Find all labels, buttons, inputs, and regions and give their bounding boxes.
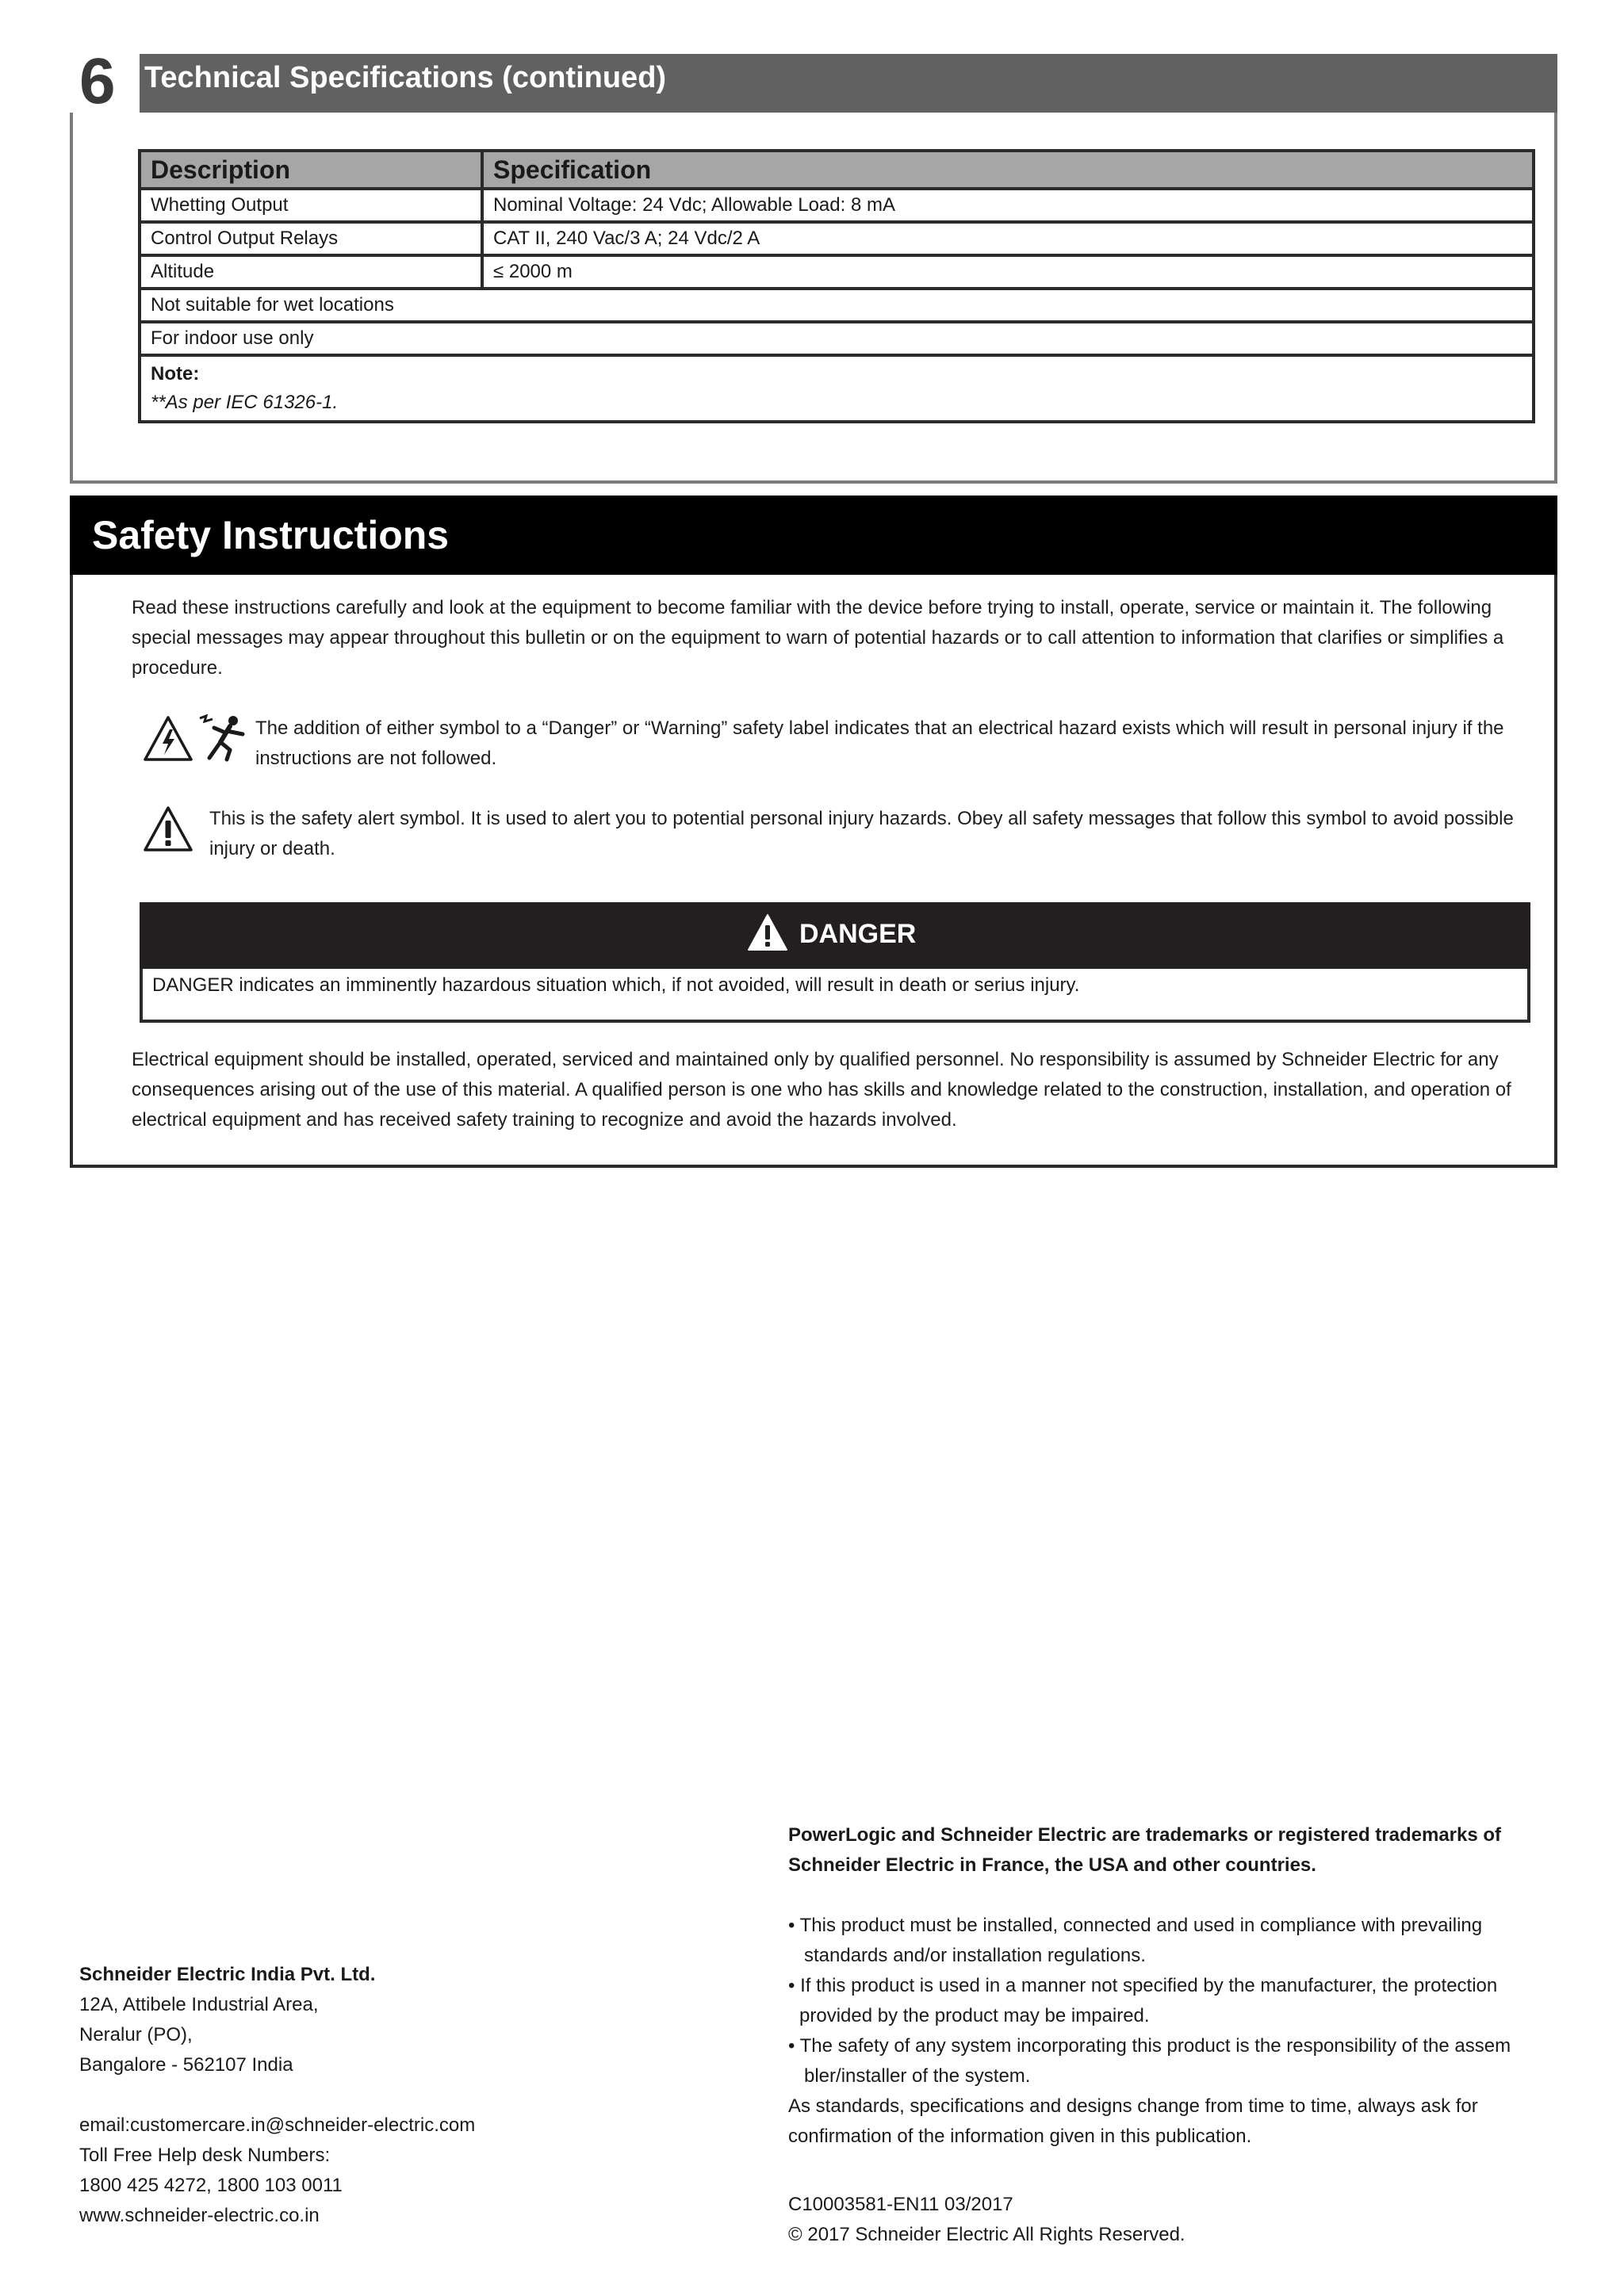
- trademark-line: PowerLogic and Schneider Electric are trademarks or registered trademarks of: [788, 1824, 1502, 1846]
- electrical-hazard-icon: [143, 715, 193, 763]
- email-text: email:customercare.in@schneider-electric.com: [79, 2114, 476, 2136]
- table-cell: ≤ 2000 m: [482, 255, 1534, 289]
- section-title: Technical Specifications (continued): [140, 54, 1557, 113]
- company-address: [79, 1960, 761, 2231]
- table-cell-full: For indoor use only: [140, 322, 1534, 355]
- bullet-continuation: provided by the product may be impaired.: [799, 2005, 1150, 2026]
- legal-notice: [788, 1820, 1549, 2250]
- section-number: 6: [79, 45, 116, 117]
- address-line: Neralur (PO),: [79, 2024, 193, 2045]
- table-cell: Nominal Voltage: 24 Vdc; Allowable Load: 8 mA: [482, 189, 1534, 222]
- electrical-hazard-text: The addition of either symbol to a “Danger” or “Warning” safety label indicates that an electrical hazard exists which will result in personal injury if the instructions are not followed.: [255, 718, 1504, 769]
- column-header-description: Description: [140, 151, 482, 189]
- qualified-personnel-text: Electrical equipment should be installed, operated, serviced and maintained only by qualified personnel. No responsibility is assumed by Schneider Electric for any consequences arising out of the use of this material. A qualified person is one who has skills and knowledge related to the construction, installation, and operation of electrical equipment and has received safety training to recognize and avoid the hazards involved.: [132, 1049, 1511, 1131]
- table-row: [140, 322, 1534, 355]
- helpdesk-numbers: 1800 425 4272, 1800 103 0011: [79, 2175, 343, 2196]
- standards-line: As standards, specifications and designs change from time to time, always ask for: [788, 2095, 1478, 2117]
- standards-line: confirmation of the information given in this publication.: [788, 2126, 1252, 2147]
- website-text: www.schneider-electric.co.in: [79, 2205, 320, 2226]
- table-note-row: [140, 355, 1534, 422]
- helpdesk-label: Toll Free Help desk Numbers:: [79, 2145, 331, 2166]
- table-row: [140, 189, 1534, 222]
- table-cell: Control Output Relays: [140, 222, 482, 255]
- table-row: [140, 222, 1534, 255]
- table-row: [140, 289, 1534, 322]
- safety-alert-icon: [143, 806, 193, 853]
- document-code: C10003581-EN11 03/2017: [788, 2194, 1013, 2215]
- address-line: 12A, Attibele Industrial Area,: [79, 1994, 319, 2015]
- safety-intro: Read these instructions carefully and look at the equipment to become familiar with the device before trying to install, operate, service or maintain it. The following special messages may appear throughout this bulletin or on the equipment to warn of potential hazards or to call attention to information that clarifies or simplifies a procedure.: [132, 597, 1504, 679]
- bullet-continuation: bler/installer of the system.: [804, 2065, 1031, 2087]
- column-header-specification: Specification: [482, 151, 1534, 189]
- bullet-line: • This product must be installed, connected and used in compliance with prevailing: [788, 1915, 1483, 1936]
- bullet-continuation: standards and/or installation regulations.: [804, 1945, 1146, 1966]
- safety-alert-text: This is the safety alert symbol. It is used to alert you to potential personal injury hazards. Obey all safety messages that follow this symbol to avoid possible injury or death.: [209, 808, 1514, 859]
- company-name: Schneider Electric India Pvt. Ltd.: [79, 1964, 376, 1985]
- note-title: Note:: [151, 363, 200, 385]
- table-header-row: [140, 151, 1534, 189]
- warning-triangle-icon: [747, 913, 788, 951]
- bullet-line: • The safety of any system incorporating this product is the responsibility of the assem: [788, 2035, 1511, 2057]
- note-text: **As per IEC 61326-1.: [151, 392, 339, 413]
- spec-table: [138, 149, 1535, 423]
- table-cell: Whetting Output: [140, 189, 482, 222]
- copyright-text: © 2017 Schneider Electric All Rights Reserved.: [788, 2224, 1185, 2245]
- danger-text: DANGER indicates an imminently hazardous situation which, if not avoided, will result in death or serius injury.: [152, 974, 1080, 996]
- trademark-line: Schneider Electric in France, the USA and other countries.: [788, 1854, 1316, 1876]
- table-cell-full: Not suitable for wet locations: [140, 289, 1534, 322]
- table-note-cell: [140, 355, 1534, 422]
- electric-shock-icon: [198, 714, 251, 763]
- table-row: [140, 255, 1534, 289]
- safety-title: Safety Instructions: [70, 496, 1557, 575]
- table-cell: CAT II, 240 Vac/3 A; 24 Vdc/2 A: [482, 222, 1534, 255]
- table-cell: Altitude: [140, 255, 482, 289]
- danger-label: DANGER: [799, 919, 917, 949]
- address-line: Bangalore - 562107 India: [79, 2054, 293, 2076]
- bullet-line: • If this product is used in a manner not specified by the manufacturer, the protection: [788, 1975, 1498, 1996]
